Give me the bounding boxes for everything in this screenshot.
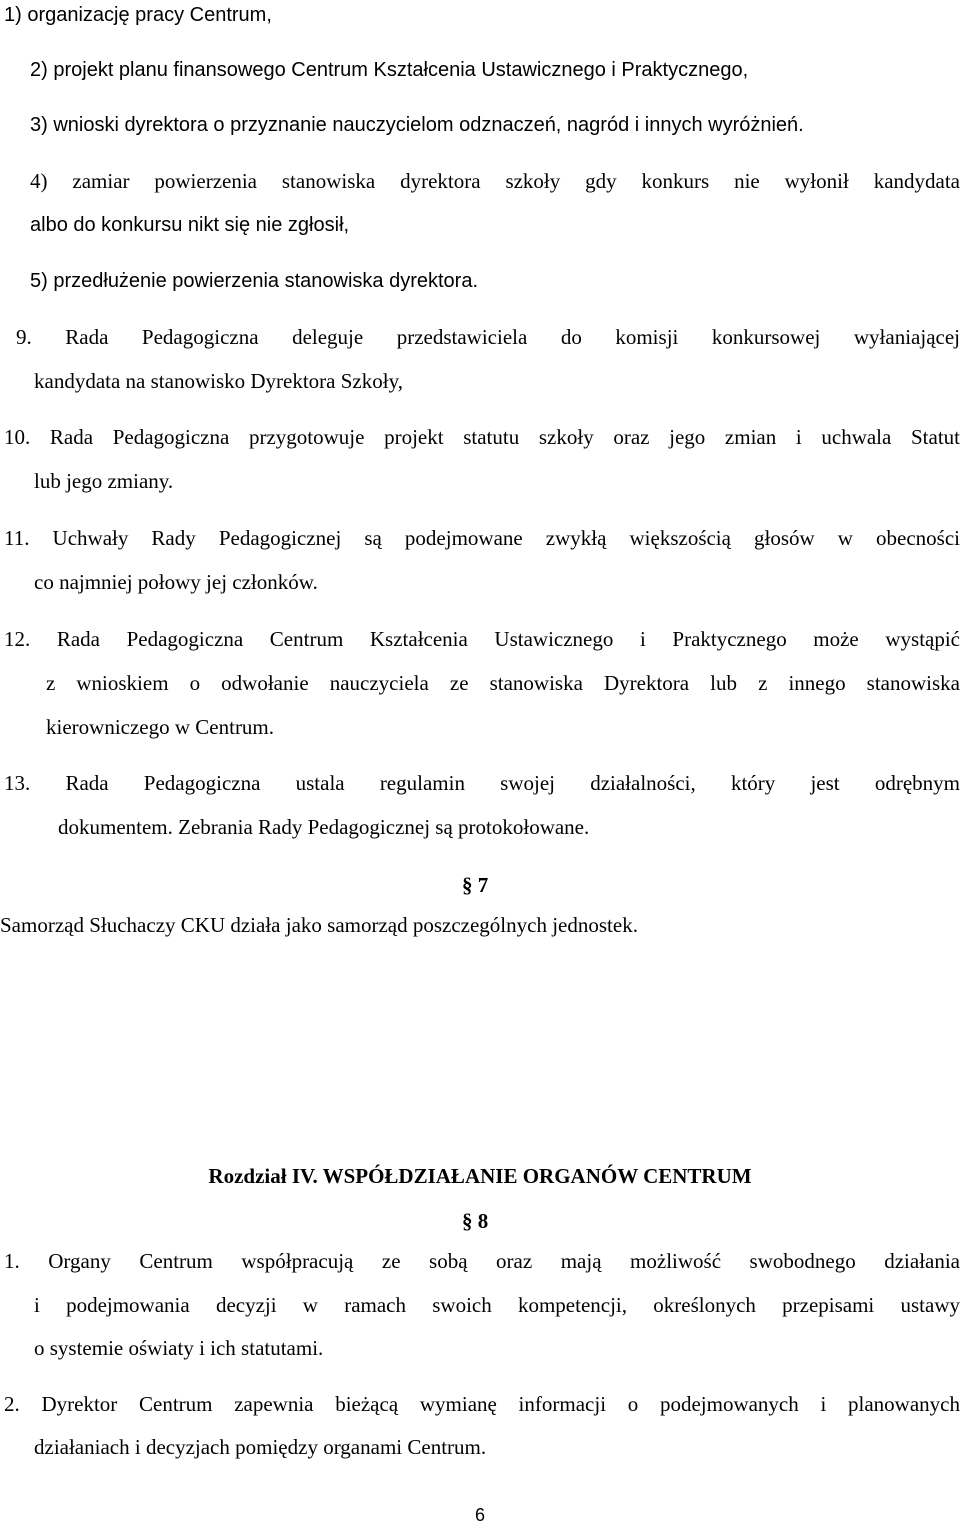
section-8-paragraph-1-line-2: i podejmowania decyzji w ramach swoich kompetencji, określonych przepisami ustawy [34,1293,960,1317]
page-number: 6 [474,1505,485,1525]
paragraph-10-line-1: 10. Rada Pedagogiczna przygotowuje projekt statutu szkoły oraz jego zmian i uchwala Statut [4,425,960,449]
list-item-4-line-2: albo do konkursu nikt się nie zgłosił, [30,214,350,236]
paragraph-12-line-1: 12. Rada Pedagogiczna Centrum Kształcenia Ustawicznego i Praktycznego może wystąpić [4,627,960,651]
list-item-3: 3) wnioski dyrektora o przyznanie nauczycielom odznaczeń, nagród i innych wyróżnień. [30,114,804,136]
section-7-text: Samorząd Słuchaczy CKU działa jako samorząd poszczególnych jednostek. [0,913,638,937]
section-8-heading: § 8 [462,1209,489,1233]
paragraph-11-line-2: co najmniej połowy jej członków. [34,570,318,594]
paragraph-10-line-2: lub jego zmiany. [34,469,174,493]
paragraph-13-line-1: 13. Rada Pedagogiczna ustala regulamin swojej działalności, który jest odrębnym [4,771,960,795]
paragraph-12-line-3: kierowniczego w Centrum. [46,715,275,739]
section-8-paragraph-1-line-1: 1. Organy Centrum współpracują ze sobą oraz mają możliwość swobodnego działania [4,1249,960,1273]
paragraph-9-line-1: 9. Rada Pedagogiczna deleguje przedstawiciela do komisji konkursowej wyłaniającej [16,325,960,349]
section-8-paragraph-2-line-2: działaniach i decyzjach pomiędzy organami Centrum. [34,1435,487,1459]
list-item-2: 2) projekt planu finansowego Centrum Kształcenia Ustawicznego i Praktycznego, [30,59,749,81]
list-item-5: 5) przedłużenie powierzenia stanowiska dyrektora. [30,270,479,292]
list-item-4-line-1: 4) zamiar powierzenia stanowiska dyrektora szkoły gdy konkurs nie wyłonił kandydata [30,169,960,193]
paragraph-13-line-2: dokumentem. Zebrania Rady Pedagogicznej są protokołowane. [58,815,590,839]
paragraph-12-line-2: z wnioskiem o odwołanie nauczyciela ze stanowiska Dyrektora lub z innego stanowiska [46,671,960,695]
paragraph-9-line-2: kandydata na stanowisko Dyrektora Szkoły, [34,369,403,393]
section-8-paragraph-2-line-1: 2. Dyrektor Centrum zapewnia bieżącą wymianę informacji o podejmowanych i planowanych [4,1392,960,1416]
section-8-paragraph-1-line-3: o systemie oświaty i ich statutami. [34,1336,324,1360]
paragraph-11-line-1: 11. Uchwały Rady Pedagogicznej są podejmowane zwykłą większością głosów w obecności [4,526,960,550]
section-7-heading: § 7 [462,873,489,897]
list-item-1: 1) organizację pracy Centrum, [4,4,272,26]
chapter-title: Rozdział IV. WSPÓŁDZIAŁANIE ORGANÓW CENTRUM [208,1164,752,1188]
